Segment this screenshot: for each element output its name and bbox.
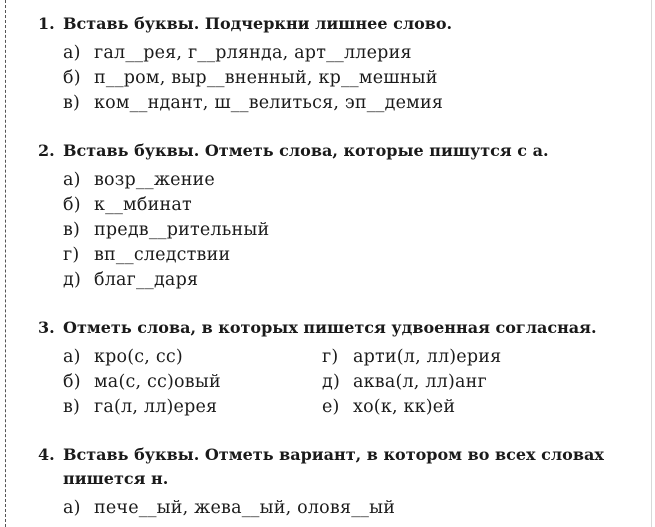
option-text: к__мбинат [94,195,192,215]
option-text: ком__ндант, ш__велиться, эп__демия [94,93,444,113]
task-title [38,316,638,340]
option-text: возр__жение [94,170,215,190]
option-a [63,496,638,521]
option-e [322,395,582,420]
task-3 [38,316,638,420]
option-letter: в) [63,93,81,113]
option-text: хо(к, кк)ей [353,397,456,417]
option-text: кро(с, сс) [94,347,183,367]
option-letter: б) [63,372,81,392]
option-letter: г) [63,245,80,265]
option-text: пече__ый, жева__ый, оловя__ый [94,498,396,518]
option-text: аква(л, лл)анг [353,372,487,392]
option-letter: д) [63,270,82,290]
option-text: гал__рея, г__рлянда, арт__ллерия [94,43,412,63]
option-letter: г) [322,347,339,367]
option-text: вп__следствии [94,245,231,265]
option-grid [63,345,638,420]
option-letter: в) [63,220,81,240]
option-letter: б) [63,68,81,88]
option-b [63,66,638,91]
task-text: Вставь буквы. Подчеркни лишнее слово. [63,14,453,33]
cut-line [5,0,6,527]
option-letter: а) [63,43,81,63]
option-g [322,345,582,370]
worksheet [38,12,638,521]
task-text: Вставь буквы. Отметь слова, которые пишутся с а. [63,141,549,160]
option-g [63,243,638,268]
task-number: 2. [38,141,55,160]
option-a [63,345,322,370]
option-text: арти(л, лл)ерия [353,347,502,367]
option-v [63,218,638,243]
option-letter: а) [63,170,81,190]
task-text: Отметь слова, в которых пишется удвоенная согласная. [63,318,597,337]
option-b [63,193,638,218]
option-list [63,168,638,293]
task-title [38,443,638,491]
option-letter: а) [63,347,81,367]
option-text: ма(с, сс)овый [94,372,221,392]
option-b [63,370,322,395]
option-list [63,496,638,521]
option-text: благ__даря [94,270,199,290]
option-letter: б) [63,195,81,215]
option-letter: в) [63,397,81,417]
option-text: предв__рительный [94,220,270,240]
task-title [38,12,638,36]
option-text: га(л, лл)ерея [94,397,218,417]
page-edge [651,0,652,527]
task-number: 4. [38,445,55,464]
option-letter: д) [322,372,341,392]
option-a [63,168,638,193]
option-d [63,268,638,293]
option-list [63,41,638,116]
task-1 [38,12,638,116]
option-letter: а) [63,498,81,518]
option-v [63,91,638,116]
task-4 [38,443,638,521]
task-title [38,139,638,163]
task-2 [38,139,638,293]
option-text: п__ром, выр__вненный, кр__мешный [94,68,438,88]
task-text: Вставь буквы. Отметь вариант, в котором во всех словах пишется н. [63,445,604,488]
option-d [322,370,582,395]
task-number: 3. [38,318,55,337]
option-v [63,395,322,420]
option-a [63,41,638,66]
option-letter: е) [322,397,340,417]
task-number: 1. [38,14,55,33]
